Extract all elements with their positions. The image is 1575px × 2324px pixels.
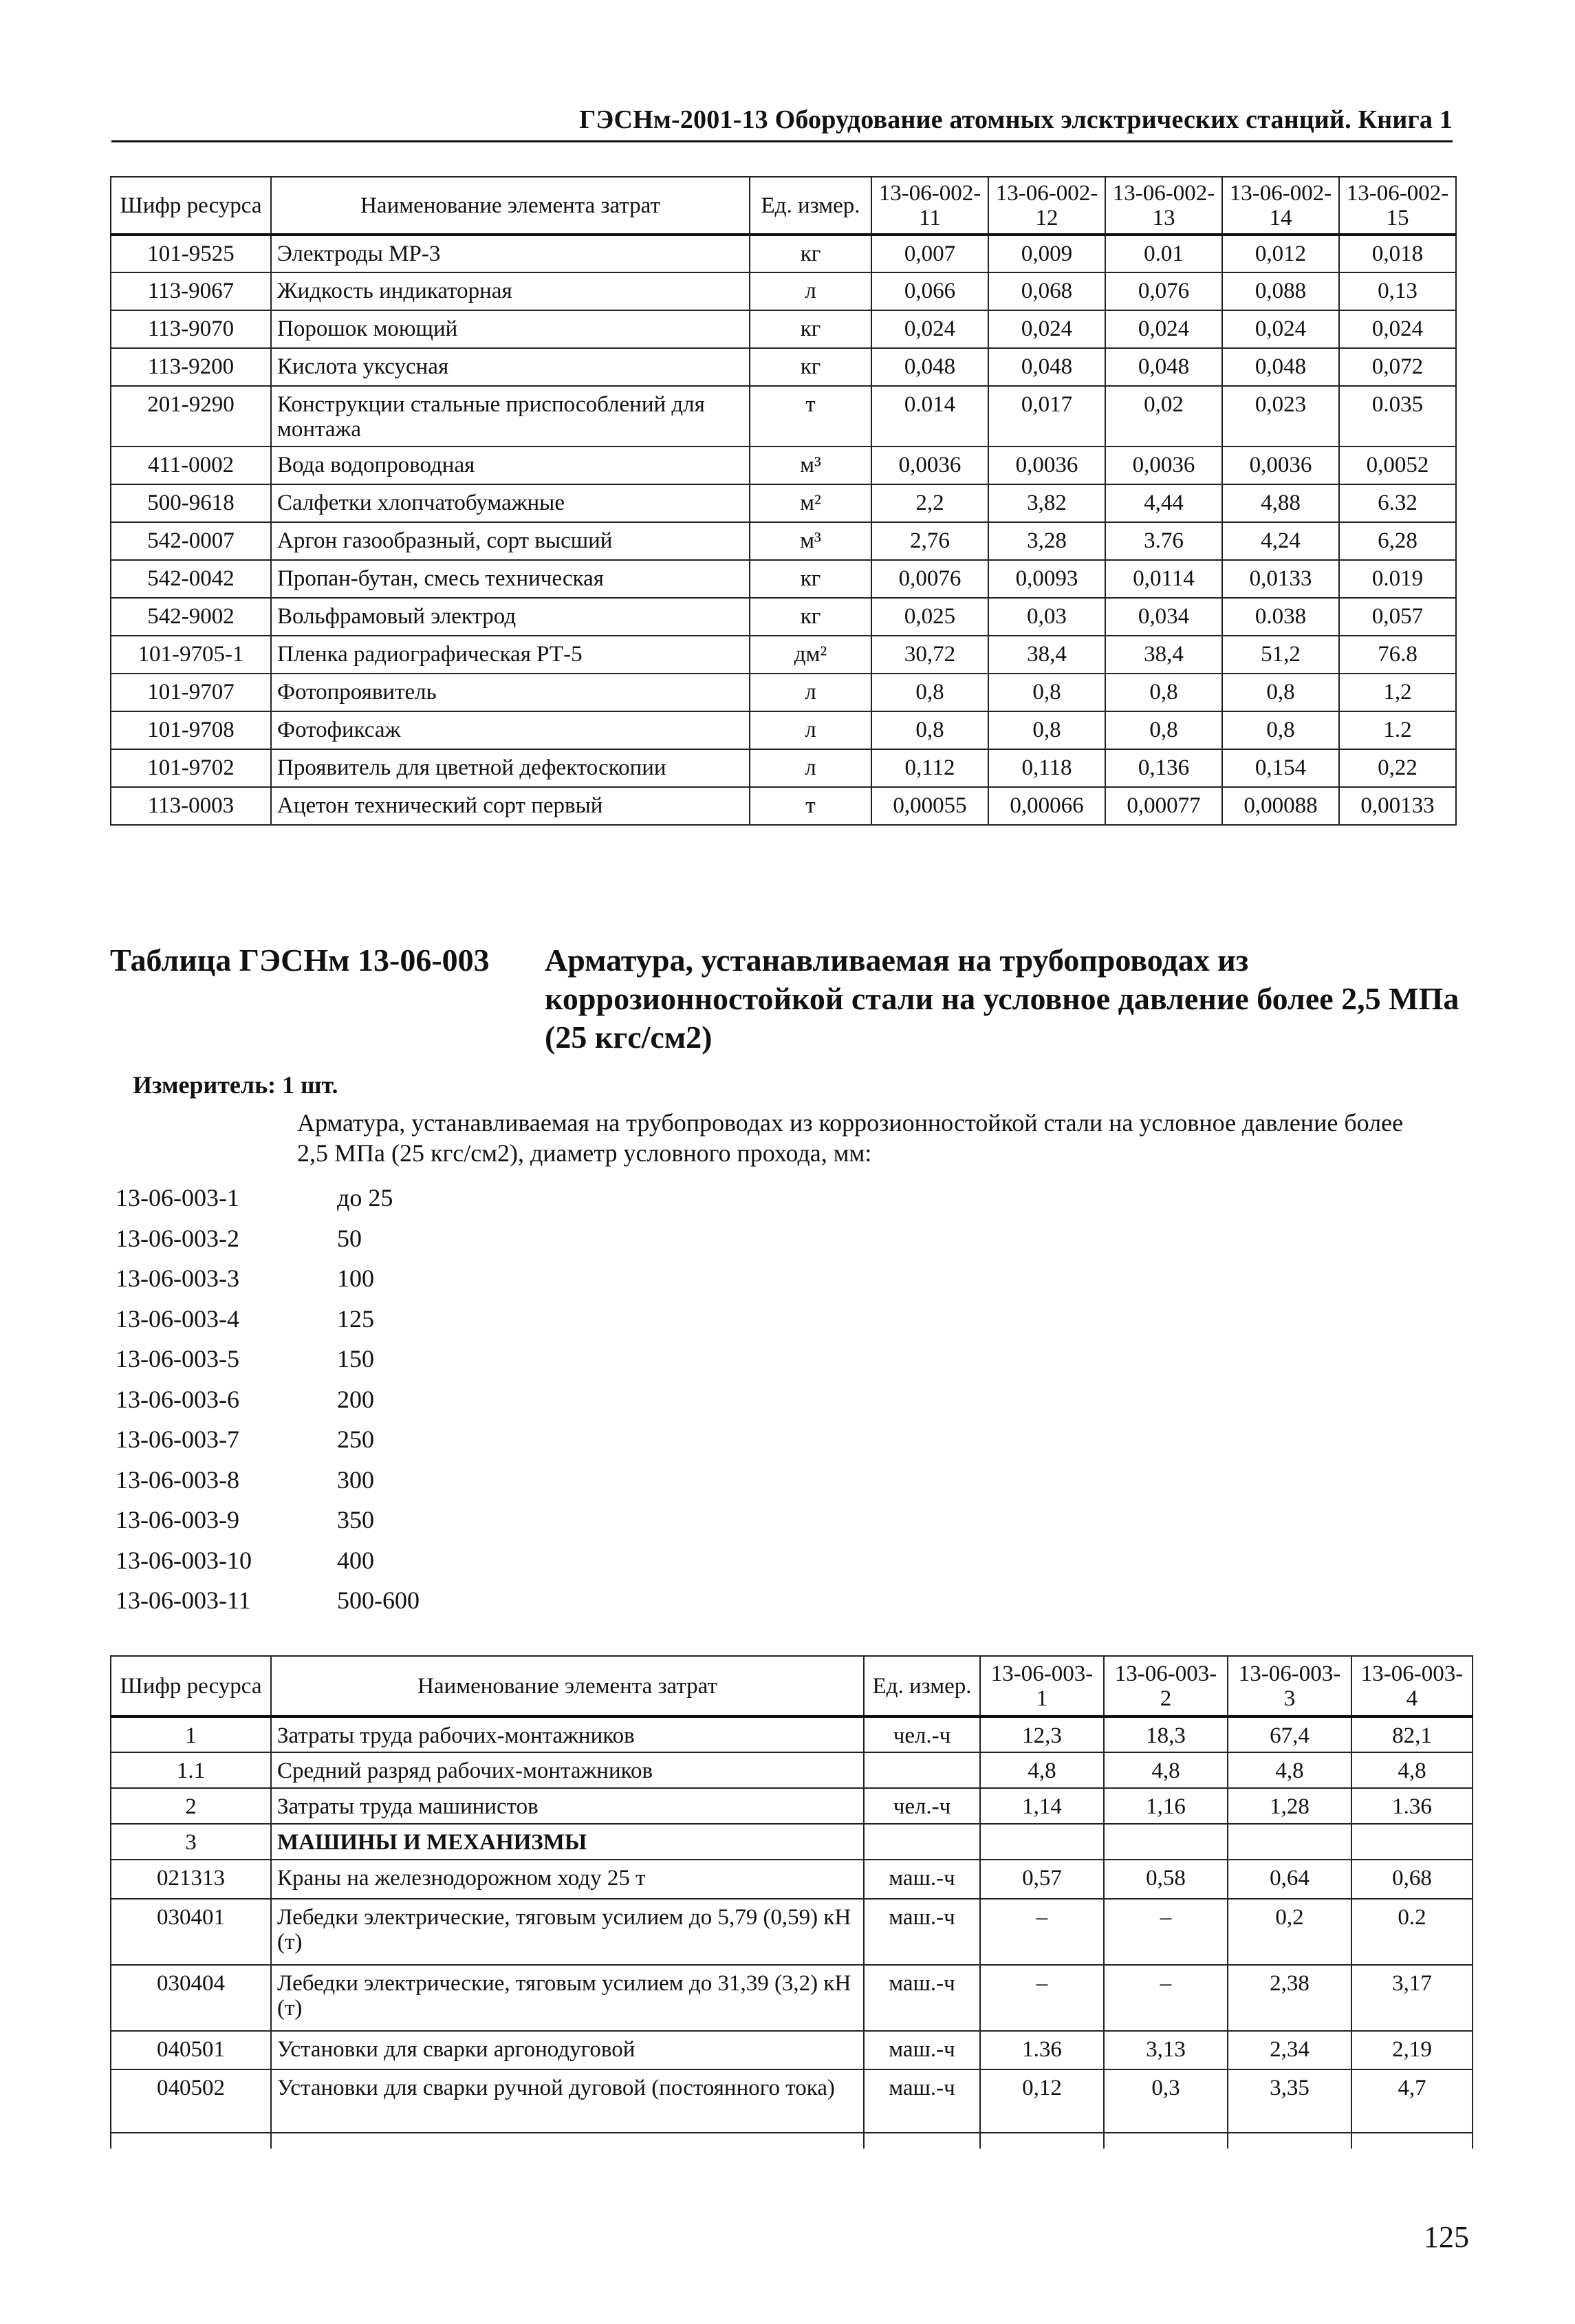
table-continuation xyxy=(111,2133,1473,2149)
table-header-row xyxy=(111,177,1456,235)
value-cell: 0,136 xyxy=(1105,749,1222,787)
resource-code: 040502 xyxy=(111,2069,271,2133)
value-cell: 0,8 xyxy=(988,674,1105,711)
table-row xyxy=(111,1860,1473,1899)
value-cell: 4,8 xyxy=(1104,1752,1228,1788)
col-header-value: 13-06-002-11 xyxy=(871,177,988,235)
resource-name: Затраты труда машинистов xyxy=(271,1788,864,1824)
unit-cell: кг xyxy=(750,598,871,636)
resource-name: Лебедки электрические, тяговым усилием до 31,39 (3,2) кН (т) xyxy=(271,1965,864,2031)
unit-cell: кг xyxy=(750,310,871,348)
value-cell: 82,1 xyxy=(1351,1717,1473,1752)
unit-cell: м² xyxy=(750,484,871,522)
unit-cell xyxy=(864,1752,980,1788)
norm-code: 13-06-003-5 xyxy=(116,1345,239,1373)
resource-code: 021313 xyxy=(111,1860,271,1899)
resource-name: Проявитель для цветной дефектоскопии xyxy=(271,749,750,787)
value-cell: 2,2 xyxy=(871,484,988,522)
value-cell: 18,3 xyxy=(1104,1717,1228,1752)
norm-code: 13-06-003-7 xyxy=(116,1425,239,1453)
value-cell: 12,3 xyxy=(980,1717,1104,1752)
norm-code: 13-06-003-10 xyxy=(116,1546,252,1574)
table-row xyxy=(111,348,1456,386)
col-header-code: Шифр ресурса xyxy=(111,177,271,235)
value-cell: 0,22 xyxy=(1339,749,1456,787)
resource-code: 1 xyxy=(111,1717,271,1752)
value-cell: 0,0076 xyxy=(871,560,988,598)
value-cell: 0,048 xyxy=(1222,348,1339,386)
resource-name: Кислота уксусная xyxy=(271,348,750,386)
value-cell: – xyxy=(1104,1899,1228,1965)
norm-code: 13-06-003-2 xyxy=(116,1224,239,1252)
norm-diameter: 125 xyxy=(337,1304,374,1333)
table-row xyxy=(111,1965,1473,2031)
unit-cell: м³ xyxy=(750,522,871,560)
value-cell: 0,034 xyxy=(1105,598,1222,636)
table-row xyxy=(111,310,1456,348)
continuation-cell xyxy=(111,2133,271,2149)
norm-description: Арматура, устанавливаемая на трубопроводах из коррозионностойкой стали на условное давление более 2,5 МПа (25 кгс/см2), диаметр условного прохода, мм: xyxy=(297,1109,1404,1167)
value-cell: 0,68 xyxy=(1351,1860,1473,1899)
norm-diameter: 150 xyxy=(337,1345,374,1373)
value-cell: 38,4 xyxy=(1105,636,1222,674)
resource-name: Электроды МР-3 xyxy=(271,235,750,272)
value-cell: 4,24 xyxy=(1222,522,1339,560)
resource-code: 113-9200 xyxy=(111,348,271,386)
page-header xyxy=(111,105,1453,142)
value-cell: 30,72 xyxy=(871,636,988,674)
value-cell: 0.019 xyxy=(1339,560,1456,598)
value-cell: 0.038 xyxy=(1222,598,1339,636)
value-cell: 3.76 xyxy=(1105,522,1222,560)
table-row xyxy=(111,1788,1473,1824)
unit-cell: чел.-ч xyxy=(864,1788,980,1824)
norm-diameter: 300 xyxy=(337,1465,374,1494)
continuation-cell xyxy=(1104,2133,1228,2149)
resource-code: 101-9705-1 xyxy=(111,636,271,674)
value-cell: 0,3 xyxy=(1104,2069,1228,2133)
value-cell: 0,048 xyxy=(871,348,988,386)
value-cell: 0,112 xyxy=(871,749,988,787)
value-cell: 0,025 xyxy=(871,598,988,636)
value-cell: 1,28 xyxy=(1228,1788,1351,1824)
resource-name: Пропан-бутан, смесь техническая xyxy=(271,560,750,598)
value-cell: 4,8 xyxy=(1228,1752,1351,1788)
value-cell: 4,8 xyxy=(980,1752,1104,1788)
value-cell: 0,00077 xyxy=(1105,787,1222,825)
resource-code: 113-9067 xyxy=(111,272,271,310)
resource-name: Аргон газообразный, сорт высший xyxy=(271,522,750,560)
value-cell: 0,0036 xyxy=(871,446,988,484)
resource-code: 2 xyxy=(111,1788,271,1824)
continuation-cell xyxy=(1228,2133,1351,2149)
value-cell xyxy=(980,1824,1104,1860)
value-cell: 1,16 xyxy=(1104,1788,1228,1824)
resource-name: Вольфрамовый электрод xyxy=(271,598,750,636)
norm-diameter: 250 xyxy=(337,1425,374,1453)
value-cell: 0,154 xyxy=(1222,749,1339,787)
table-row xyxy=(111,272,1456,310)
resource-name: Салфетки хлопчатобумажные xyxy=(271,484,750,522)
table-row xyxy=(111,1899,1473,1965)
unit-cell: маш.-ч xyxy=(864,2069,980,2133)
value-cell: 0,024 xyxy=(871,310,988,348)
table-title-text: Арматура, устанавливаемая на трубопроводах из коррозионностойкой стали на условное давление более 2,5 МПа (25 кгс/см2) xyxy=(545,943,1459,1055)
norm-diameter: 400 xyxy=(337,1546,374,1574)
resource-name: Конструкции стальные приспособлений для монтажа xyxy=(271,386,750,446)
resource-name: Вода водопроводная xyxy=(271,446,750,484)
col-header-unit: Ед. измер. xyxy=(750,177,871,235)
value-cell: 0.01 xyxy=(1105,235,1222,272)
value-cell: 0,8 xyxy=(1222,674,1339,711)
value-cell: 0.014 xyxy=(871,386,988,446)
value-cell: 0,0036 xyxy=(1105,446,1222,484)
col-header-name: Наименование элемента затрат xyxy=(271,177,750,235)
resource-name: Затраты труда рабочих-монтажников xyxy=(271,1717,864,1752)
resource-code: 1.1 xyxy=(111,1752,271,1788)
value-cell: – xyxy=(980,1899,1104,1965)
value-cell: 0,024 xyxy=(1339,310,1456,348)
value-cell: 0,023 xyxy=(1222,386,1339,446)
value-cell: 2,34 xyxy=(1228,2031,1351,2069)
unit-cell: м³ xyxy=(750,446,871,484)
norm-code: 13-06-003-11 xyxy=(116,1586,251,1614)
resource-name: Фотофиксаж xyxy=(271,711,750,749)
unit-cell: л xyxy=(750,749,871,787)
value-cell: 0,00066 xyxy=(988,787,1105,825)
col-header-value: 13-06-003-4 xyxy=(1351,1656,1473,1717)
value-cell: 0,8 xyxy=(871,711,988,749)
table-row xyxy=(111,711,1456,749)
continuation-cell xyxy=(864,2133,980,2149)
table-row xyxy=(111,636,1456,674)
table-row xyxy=(111,1752,1473,1788)
resource-code: 542-9002 xyxy=(111,598,271,636)
resource-name: Краны на железнодорожном ходу 25 т xyxy=(271,1860,864,1899)
norm-diameter: 500-600 xyxy=(337,1586,420,1614)
table-row xyxy=(111,522,1456,560)
resource-name: Установки для сварки аргонодуговой xyxy=(271,2031,864,2069)
value-cell: – xyxy=(1104,1965,1228,2031)
value-cell: – xyxy=(980,1965,1104,2031)
value-cell: 38,4 xyxy=(988,636,1105,674)
value-cell: 0,017 xyxy=(988,386,1105,446)
resource-name: Ацетон технический сорт первый xyxy=(271,787,750,825)
value-cell: 2,19 xyxy=(1351,2031,1473,2069)
resource-code: 101-9707 xyxy=(111,674,271,711)
value-cell: 0,088 xyxy=(1222,272,1339,310)
value-cell: 0,024 xyxy=(1105,310,1222,348)
resource-code: 3 xyxy=(111,1824,271,1860)
value-cell: 6.32 xyxy=(1339,484,1456,522)
value-cell: 0,072 xyxy=(1339,348,1456,386)
resource-code: 201-9290 xyxy=(111,386,271,446)
resource-code: 101-9708 xyxy=(111,711,271,749)
col-header-value: 13-06-002-13 xyxy=(1105,177,1222,235)
value-cell: 0,8 xyxy=(1105,674,1222,711)
col-header-value: 13-06-002-14 xyxy=(1222,177,1339,235)
col-header-value: 13-06-003-2 xyxy=(1104,1656,1228,1717)
measure-unit: Измеритель: 1 шт. xyxy=(133,1071,338,1099)
value-cell: 0,03 xyxy=(988,598,1105,636)
table-title-label: Таблица ГЭСНм 13-06-003 xyxy=(110,943,490,978)
table-row xyxy=(111,598,1456,636)
value-cell: 0.035 xyxy=(1339,386,1456,446)
value-cell: 51,2 xyxy=(1222,636,1339,674)
table-row xyxy=(111,1824,1473,1860)
value-cell: 0,64 xyxy=(1228,1860,1351,1899)
resource-code: 411-0002 xyxy=(111,446,271,484)
value-cell: 0,00133 xyxy=(1339,787,1456,825)
value-cell: 3,35 xyxy=(1228,2069,1351,2133)
value-cell: 0,0133 xyxy=(1222,560,1339,598)
value-cell: 0,13 xyxy=(1339,272,1456,310)
value-cell: 0,118 xyxy=(988,749,1105,787)
table-row xyxy=(111,2031,1473,2069)
value-cell: 0,012 xyxy=(1222,235,1339,272)
col-header-value: 13-06-002-12 xyxy=(988,177,1105,235)
col-header-code: Шифр ресурса xyxy=(111,1656,271,1717)
value-cell: 0,007 xyxy=(871,235,988,272)
value-cell: 4,88 xyxy=(1222,484,1339,522)
norm-diameter: 50 xyxy=(337,1224,362,1252)
table-row xyxy=(111,674,1456,711)
value-cell: 3,82 xyxy=(988,484,1105,522)
continuation-cell xyxy=(980,2133,1104,2149)
unit-cell: чел.-ч xyxy=(864,1717,980,1752)
value-cell: 0,009 xyxy=(988,235,1105,272)
value-cell: 0,8 xyxy=(1105,711,1222,749)
value-cell: 0,8 xyxy=(871,674,988,711)
col-header-value: 13-06-003-1 xyxy=(980,1656,1104,1717)
value-cell xyxy=(1228,1824,1351,1860)
unit-cell: кг xyxy=(750,348,871,386)
col-header-value: 13-06-003-3 xyxy=(1228,1656,1351,1717)
value-cell: 0,2 xyxy=(1228,1899,1351,1965)
unit-cell: кг xyxy=(750,560,871,598)
value-cell: 0,024 xyxy=(1222,310,1339,348)
resource-name: МАШИНЫ И МЕХАНИЗМЫ xyxy=(271,1824,864,1860)
table-row xyxy=(111,484,1456,522)
value-cell: 0,0114 xyxy=(1105,560,1222,598)
resource-name: Установки для сварки ручной дуговой (постоянного тока) xyxy=(271,2069,864,2133)
value-cell: 0,8 xyxy=(1222,711,1339,749)
value-cell: 2,38 xyxy=(1228,1965,1351,2031)
unit-cell: кг xyxy=(750,235,871,272)
value-cell: 0,57 xyxy=(980,1860,1104,1899)
unit-cell: т xyxy=(750,386,871,446)
continuation-cell xyxy=(271,2133,864,2149)
norm-diameter: 200 xyxy=(337,1385,374,1413)
value-cell: 0,0093 xyxy=(988,560,1105,598)
unit-cell: л xyxy=(750,674,871,711)
resource-table-1 xyxy=(110,176,1457,826)
value-cell: 0,076 xyxy=(1105,272,1222,310)
value-cell: 0,066 xyxy=(871,272,988,310)
value-cell: 67,4 xyxy=(1228,1717,1351,1752)
resource-code: 030401 xyxy=(111,1899,271,1965)
col-header-unit: Ед. измер. xyxy=(864,1656,980,1717)
resource-code: 542-0042 xyxy=(111,560,271,598)
value-cell: 1.2 xyxy=(1339,711,1456,749)
value-cell: 0,048 xyxy=(1105,348,1222,386)
resource-name: Пленка радиографическая РТ-5 xyxy=(271,636,750,674)
page-number: 125 xyxy=(1424,2220,1469,2254)
value-cell: 3,17 xyxy=(1351,1965,1473,2031)
table-header-row xyxy=(111,1656,1473,1717)
norm-code: 13-06-003-8 xyxy=(116,1465,239,1494)
table-row xyxy=(111,560,1456,598)
unit-cell: маш.-ч xyxy=(864,1899,980,1965)
table-row xyxy=(111,2069,1473,2133)
resource-name: Жидкость индикаторная xyxy=(271,272,750,310)
value-cell: 4,44 xyxy=(1105,484,1222,522)
value-cell: 0,048 xyxy=(988,348,1105,386)
value-cell: 0,024 xyxy=(988,310,1105,348)
table-row xyxy=(111,446,1456,484)
value-cell: 0,068 xyxy=(988,272,1105,310)
table-row xyxy=(111,787,1456,825)
value-cell: 3,13 xyxy=(1104,2031,1228,2069)
resource-name: Лебедки электрические, тяговым усилием до 5,79 (0,59) кН (т) xyxy=(271,1899,864,1965)
value-cell: 4,8 xyxy=(1351,1752,1473,1788)
col-header-name: Наименование элемента затрат xyxy=(271,1656,864,1717)
norm-diameter: 100 xyxy=(337,1265,374,1292)
norm-diameter: до 25 xyxy=(337,1184,393,1212)
value-cell: 2,76 xyxy=(871,522,988,560)
value-cell: 0,057 xyxy=(1339,598,1456,636)
resource-code: 101-9525 xyxy=(111,235,271,272)
value-cell xyxy=(1351,1824,1473,1860)
value-cell: 1.36 xyxy=(980,2031,1104,2069)
unit-cell: маш.-ч xyxy=(864,1860,980,1899)
col-header-value: 13-06-002-15 xyxy=(1339,177,1456,235)
table-row xyxy=(111,386,1456,446)
value-cell: 0,0036 xyxy=(988,446,1105,484)
resource-code: 101-9702 xyxy=(111,749,271,787)
value-cell: 0,0036 xyxy=(1222,446,1339,484)
resource-code: 030404 xyxy=(111,1965,271,2031)
unit-cell xyxy=(864,1824,980,1860)
norm-code: 13-06-003-6 xyxy=(116,1385,239,1413)
value-cell: 0,8 xyxy=(988,711,1105,749)
value-cell: 0,0052 xyxy=(1339,446,1456,484)
resource-name: Средний разряд рабочих-монтажников xyxy=(271,1752,864,1788)
value-cell: 0,12 xyxy=(980,2069,1104,2133)
value-cell: 3,28 xyxy=(988,522,1105,560)
norm-code: 13-06-003-1 xyxy=(116,1184,239,1212)
value-cell: 0,58 xyxy=(1104,1860,1228,1899)
resource-name: Порошок моющий xyxy=(271,310,750,348)
resource-code: 040501 xyxy=(111,2031,271,2069)
value-cell: 1.36 xyxy=(1351,1788,1473,1824)
unit-cell: дм² xyxy=(750,636,871,674)
header-title: ГЭСНм-2001-13 Оборудование атомных элсктрических станций. Книга 1 xyxy=(579,105,1453,134)
table-row xyxy=(111,1717,1473,1752)
value-cell: 6,28 xyxy=(1339,522,1456,560)
unit-cell: л xyxy=(750,711,871,749)
value-cell: 0,02 xyxy=(1105,386,1222,446)
resource-code: 500-9618 xyxy=(111,484,271,522)
value-cell: 76.8 xyxy=(1339,636,1456,674)
unit-cell: маш.-ч xyxy=(864,2031,980,2069)
value-cell xyxy=(1104,1824,1228,1860)
continuation-cell xyxy=(1351,2133,1473,2149)
value-cell: 4,7 xyxy=(1351,2069,1473,2133)
resource-name: Фотопроявитель xyxy=(271,674,750,711)
value-cell: 0.2 xyxy=(1351,1899,1473,1965)
resource-code: 542-0007 xyxy=(111,522,271,560)
norm-code: 13-06-003-9 xyxy=(116,1506,239,1534)
unit-cell: маш.-ч xyxy=(864,1965,980,2031)
value-cell: 0,00088 xyxy=(1222,787,1339,825)
resource-table-2 xyxy=(110,1655,1473,2149)
norm-code: 13-06-003-4 xyxy=(116,1304,239,1333)
table-row xyxy=(111,749,1456,787)
table-row xyxy=(111,235,1456,272)
value-cell: 1,14 xyxy=(980,1788,1104,1824)
resource-code: 113-9070 xyxy=(111,310,271,348)
value-cell: 0,00055 xyxy=(871,787,988,825)
norm-diameter: 350 xyxy=(337,1506,374,1534)
value-cell: 0,018 xyxy=(1339,235,1456,272)
unit-cell: т xyxy=(750,787,871,825)
resource-code: 113-0003 xyxy=(111,787,271,825)
value-cell: 1,2 xyxy=(1339,674,1456,711)
norm-code: 13-06-003-3 xyxy=(116,1265,239,1292)
unit-cell: л xyxy=(750,272,871,310)
